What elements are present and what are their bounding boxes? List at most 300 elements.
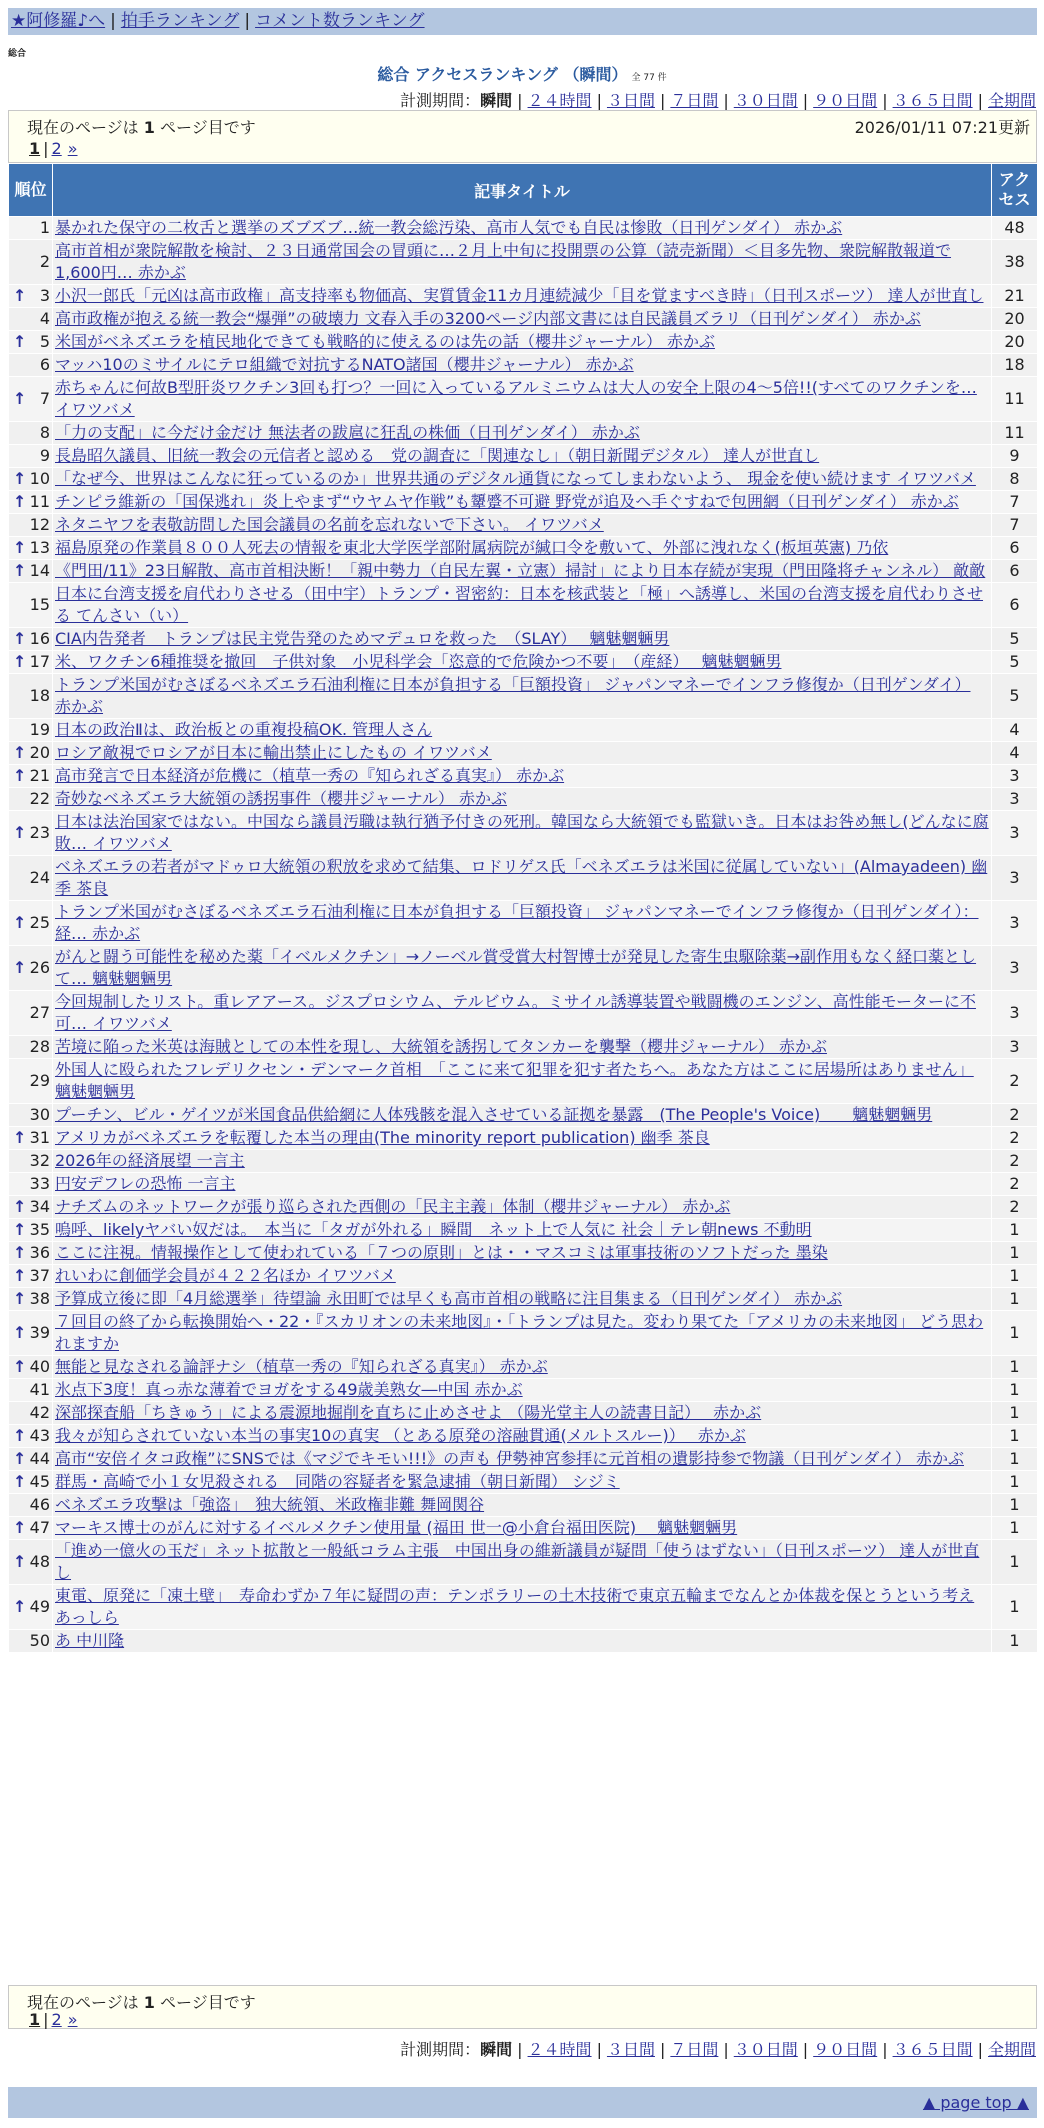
page-top-link[interactable]: ▲ page top ▲	[922, 2093, 1029, 2112]
rank-number: 11	[29, 492, 50, 511]
rank-number: 15	[29, 595, 50, 614]
rank-number: 1	[39, 218, 50, 237]
rank-number: 23	[29, 823, 50, 842]
period-label: 計測期間：	[400, 91, 481, 110]
table-row	[9, 1356, 1038, 1379]
table-row	[9, 240, 1038, 285]
table-row	[9, 1540, 1038, 1585]
table-row	[9, 674, 1038, 719]
table-row	[9, 719, 1038, 742]
article-title-link[interactable]: CIA内告発者 トランプは民主党告発のためマデュロを救った （SLAY） 魑魅魍魎男	[55, 629, 670, 648]
article-title-link[interactable]: トランプ米国がむさぼるベネズエラ石油利権に日本が負担する「巨額投資」 ジャパンマネーでインフラ修復か（日刊ゲンダイ）：経… 赤かぶ	[55, 902, 979, 943]
article-title-link[interactable]: 小沢一郎氏「元凶は高市政権」高支持率も物価高、実質賃金11カ月連続減少「目を覚ますべき時」（日刊スポーツ） 達人が世直し	[55, 286, 984, 305]
article-title-link[interactable]: あ 中川隆	[55, 1631, 125, 1650]
period-link-30d[interactable]: ３０日間	[733, 2040, 798, 2059]
page-info-text: 現在のページは 1 ページ目です	[27, 118, 256, 137]
title-cell	[53, 1150, 992, 1173]
period-link-365d[interactable]: ３６５日間	[892, 91, 973, 110]
rank-cell	[9, 1127, 53, 1150]
article-title-link[interactable]: ベネズエラの若者がマドゥロ大統領の釈放を求めて結集、ロドリゲス氏「ベネズエラは米国に従属していない」(Almayadeen) 幽季 茶良	[55, 857, 988, 898]
rank-number: 47	[29, 1518, 50, 1537]
title-cell	[53, 856, 992, 901]
access-count: 20	[992, 331, 1038, 354]
period-link-3d[interactable]: ３日間	[606, 91, 655, 110]
rank-number: 6	[39, 355, 50, 374]
up-arrow-icon: ↑	[13, 652, 27, 671]
up-arrow-icon: ↑	[13, 743, 27, 762]
table-row	[9, 811, 1038, 856]
table-row	[9, 991, 1038, 1036]
article-title-link[interactable]: 赤ちゃんに何故B型肝炎ワクチン3回も打つ？一回に入っているアルミニウムは大人の安全上限の4～5倍!!(すべてのワクチンを… イワツバメ	[55, 378, 977, 419]
title-cell	[53, 1173, 992, 1196]
rank-cell	[9, 1311, 53, 1356]
pagination-page-2[interactable]: 2	[51, 2010, 62, 2029]
title-cell	[53, 468, 992, 491]
table-row	[9, 583, 1038, 628]
rank-cell	[9, 491, 53, 514]
article-title-link[interactable]: マッハ10のミサイルにテロ組織で対抗するNATO諸国（櫻井ジャーナル） 赤かぶ	[55, 355, 634, 374]
rank-number: 38	[29, 1289, 50, 1308]
access-count: 4	[992, 742, 1038, 765]
title-cell	[53, 811, 992, 856]
table-row	[9, 422, 1038, 445]
title-cell	[53, 240, 992, 285]
access-count: 1	[992, 1265, 1038, 1288]
period-link-3d[interactable]: ３日間	[606, 2040, 655, 2059]
rank-number: 48	[29, 1552, 50, 1571]
title-cell	[53, 1219, 992, 1242]
pagination-current: 1	[29, 2010, 41, 2029]
rank-cell	[9, 651, 53, 674]
rank-number: 24	[29, 868, 50, 887]
rank-cell	[9, 628, 53, 651]
category-tag: 総合	[8, 49, 27, 59]
rank-number: 18	[29, 686, 50, 705]
title-cell	[53, 1471, 992, 1494]
access-count: 3	[992, 856, 1038, 901]
access-count: 1	[992, 1448, 1038, 1471]
access-count: 6	[992, 537, 1038, 560]
article-title-link[interactable]: 「力の支配」に今だけ金だけ 無法者の跋扈に狂乱の株価（日刊ゲンダイ） 赤かぶ	[55, 423, 640, 442]
title-cell	[53, 308, 992, 331]
title-cell	[53, 1402, 992, 1425]
rank-number: 7	[39, 389, 50, 408]
up-arrow-icon: ↑	[13, 492, 27, 511]
table-row	[9, 377, 1038, 422]
article-title-link[interactable]: マーキス博士のがんに対するイベルメクチン使用量 (福田 世一@小倉台福田医院) 魑魅魍魎男	[55, 1518, 738, 1537]
up-arrow-icon: ↑	[13, 1266, 27, 1285]
access-count: 1	[992, 1471, 1038, 1494]
pagination-top: 1 | 2 »	[29, 139, 78, 158]
rank-cell	[9, 1104, 53, 1127]
ranking-table	[8, 163, 1038, 1653]
article-title-link[interactable]: 無能と見なされる論評ナシ（植草一秀の『知られざる真実』） 赤かぶ	[55, 1357, 548, 1376]
table-row	[9, 1494, 1038, 1517]
rank-number: 29	[29, 1071, 50, 1090]
period-link-all[interactable]: 全期間	[987, 91, 1036, 110]
up-arrow-icon: ↑	[13, 561, 27, 580]
article-title-link[interactable]: 日本に台湾支援を肩代わりさせる（田中宇）トランプ・習密約：日本を核武装と「極」へ誘導し、米国の台湾支援を肩代わりさせる てんさい（い）	[55, 584, 984, 625]
access-count: 7	[992, 514, 1038, 537]
title-cell	[53, 1288, 992, 1311]
article-title-link[interactable]: 2026年の経済展望 一言主	[55, 1151, 245, 1170]
article-title-link[interactable]: 高市首相が衆院解散を検討、２３日通常国会の冒頭に…２月上中旬に投開票の公算（読売新聞）＜目多先物、衆院解散報道で1,600円… 赤かぶ	[55, 241, 952, 282]
title-cell	[53, 491, 992, 514]
table-row	[9, 217, 1038, 240]
rank-cell	[9, 811, 53, 856]
page-info-bottom	[8, 1985, 1037, 2029]
rank-cell	[9, 1425, 53, 1448]
access-count: 48	[992, 217, 1038, 240]
access-count: 2	[992, 1150, 1038, 1173]
table-row	[9, 1104, 1038, 1127]
access-count: 6	[992, 560, 1038, 583]
rank-number: 20	[29, 743, 50, 762]
period-link-90d[interactable]: ９０日間	[813, 91, 878, 110]
up-arrow-icon: ↑	[13, 1357, 27, 1376]
rank-cell	[9, 1540, 53, 1585]
up-arrow-icon: ↑	[13, 1518, 27, 1537]
rank-cell	[9, 991, 53, 1036]
access-count: 9	[992, 445, 1038, 468]
period-label: 計測期間：	[400, 2040, 481, 2059]
period-link-24h[interactable]: ２４時間	[527, 91, 592, 110]
up-arrow-icon: ↑	[13, 1128, 27, 1147]
up-arrow-icon: ↑	[13, 629, 27, 648]
pagination-next[interactable]: »	[67, 2010, 78, 2029]
article-title-link[interactable]: 米、ワクチン6種推奨を撤回 子供対象 小児科学会「恣意的で危険かつ不要」 （産経） 魑魅魍魎男	[55, 652, 782, 671]
table-row	[9, 628, 1038, 651]
title-cell	[53, 991, 992, 1036]
rank-cell	[9, 1242, 53, 1265]
table-row	[9, 285, 1038, 308]
article-title-link[interactable]: プーチン、ビル・ゲイツが米国食品供給網に人体残骸を混入させている証拠を暴露 (The People's Voice) 魑魅魍魎男	[55, 1105, 933, 1124]
period-current: 瞬間	[480, 91, 513, 110]
period-selector-top: 計測期間：瞬間 | ２４時間 | ３日間 | ７日間 | ３０日間 | ９０日間 | ３６５日間 | 全期間	[400, 91, 1036, 110]
table-row	[9, 1517, 1038, 1540]
table-row	[9, 1173, 1038, 1196]
up-arrow-icon: ↑	[13, 538, 27, 557]
article-title-link[interactable]: 苦境に陥った米英は海賊としての本性を現し、大統領を誘拐してタンカーを襲撃（櫻井ジャーナル） 赤かぶ	[55, 1037, 827, 1056]
rank-number: 50	[29, 1631, 50, 1650]
table-row	[9, 856, 1038, 901]
table-row	[9, 742, 1038, 765]
table-row	[9, 308, 1038, 331]
title-cell	[53, 1517, 992, 1540]
rank-number: 21	[29, 766, 50, 785]
title-cell	[53, 946, 992, 991]
rank-number: 31	[29, 1128, 50, 1147]
rank-cell	[9, 377, 53, 422]
rank-cell	[9, 1448, 53, 1471]
access-count: 1	[992, 1356, 1038, 1379]
rank-cell	[9, 240, 53, 285]
rank-cell	[9, 217, 53, 240]
up-arrow-icon: ↑	[13, 958, 27, 977]
access-count: 1	[992, 1379, 1038, 1402]
rank-number: 49	[29, 1597, 50, 1616]
access-count: 3	[992, 1036, 1038, 1059]
access-count: 11	[992, 377, 1038, 422]
access-count: 11	[992, 422, 1038, 445]
title-cell	[53, 1242, 992, 1265]
table-row	[9, 1219, 1038, 1242]
table-row	[9, 354, 1038, 377]
rank-cell	[9, 1219, 53, 1242]
comment-ranking-link[interactable]: コメント数ランキング	[255, 11, 425, 31]
article-title-link[interactable]: 日本の政治Ⅱは、政治板との重複投稿OK. 管理人さん	[55, 720, 433, 739]
title-cell	[53, 901, 992, 946]
rank-number: 3	[39, 286, 50, 305]
table-row	[9, 1150, 1038, 1173]
rank-cell	[9, 1630, 53, 1653]
up-arrow-icon: ↑	[13, 1289, 27, 1308]
table-row	[9, 1242, 1038, 1265]
article-title-link[interactable]: 高市発言で日本経済が危機に（植草一秀の『知られざる真実』） 赤かぶ	[55, 766, 565, 785]
article-title-link[interactable]: ここに注視。情報操作として使われている「７つの原則」とは・・マスコミは軍事技術のソフトだった 墨染	[55, 1243, 828, 1262]
article-title-link[interactable]: 奇妙なベネズエラ大統領の誘拐事件（櫻井ジャーナル） 赤かぶ	[55, 789, 507, 808]
table-row	[9, 901, 1038, 946]
rank-number: 8	[39, 423, 50, 442]
table-row	[9, 1402, 1038, 1425]
rank-number: 4	[39, 309, 50, 328]
article-title-link[interactable]: 深部探査船「ちきゅう」による震源地掘削を直ちに止めさせよ （陽光堂主人の読書日記） 赤かぶ	[55, 1403, 762, 1422]
title-cell	[53, 628, 992, 651]
access-count: 7	[992, 491, 1038, 514]
period-link-90d[interactable]: ９０日間	[813, 2040, 878, 2059]
article-title-link[interactable]: 長島昭久議員、旧統一教会の元信者と認める 党の調査に「関連なし」（朝日新聞デジタル） 達人が世直し	[55, 446, 820, 465]
article-title-link[interactable]: 今回規制したリスト。重レアアース。ジスプロシウム、テルビウム。ミサイル誘導装置や戦闘機のエンジン、高性能モーターに不可… イワツバメ	[55, 992, 976, 1033]
period-link-7d[interactable]: ７日間	[670, 2040, 719, 2059]
rank-number: 43	[29, 1426, 50, 1445]
rank-number: 45	[29, 1472, 50, 1491]
rank-cell	[9, 285, 53, 308]
table-row	[9, 946, 1038, 991]
table-row	[9, 331, 1038, 354]
up-arrow-icon: ↑	[13, 1552, 27, 1571]
table-row	[9, 1585, 1038, 1630]
access-count: 3	[992, 901, 1038, 946]
article-title-link[interactable]: 円安デフレの恐怖 一言主	[55, 1174, 236, 1193]
rank-number: 25	[29, 913, 50, 932]
rank-cell	[9, 719, 53, 742]
article-title-link[interactable]: 予算成立後に即「4月総選挙」待望論 永田町では早くも高市首相の戦略に注目集まる（日刊ゲンダイ） 赤かぶ	[55, 1289, 843, 1308]
rank-number: 28	[29, 1037, 50, 1056]
rank-number: 34	[29, 1197, 50, 1216]
title-cell	[53, 1311, 992, 1356]
up-arrow-icon: ↑	[13, 1323, 27, 1342]
rank-number: 42	[29, 1403, 50, 1422]
up-arrow-icon: ↑	[13, 1449, 27, 1468]
access-count: 20	[992, 308, 1038, 331]
rank-number: 12	[29, 515, 50, 534]
table-row	[9, 1036, 1038, 1059]
rank-number: 44	[29, 1449, 50, 1468]
period-link-30d[interactable]: ３０日間	[733, 91, 798, 110]
title-cell	[53, 651, 992, 674]
up-arrow-icon: ↑	[13, 1472, 27, 1491]
page-title	[0, 62, 1044, 85]
table-row	[9, 1059, 1038, 1104]
title-cell	[53, 285, 992, 308]
rank-cell	[9, 1288, 53, 1311]
article-title-link[interactable]: ７回目の終了から転換開始へ・22・『スカリオンの未来地図』・「トランプは見た。変わり果てた「アメリカの未来地図」 どう思われますか	[55, 1312, 984, 1353]
access-count: 21	[992, 285, 1038, 308]
col-header-rank: 順位	[9, 164, 53, 217]
rank-cell	[9, 354, 53, 377]
up-arrow-icon: ↑	[13, 1220, 27, 1239]
article-title-link[interactable]: ネタニヤフを表敬訪問した国会議員の名前を忘れないで下さい。 イワツバメ	[55, 515, 604, 534]
title-cell	[53, 1425, 992, 1448]
rank-cell	[9, 1356, 53, 1379]
access-count: 1	[992, 1540, 1038, 1585]
up-arrow-icon: ↑	[13, 913, 27, 932]
rank-number: 10	[29, 469, 50, 488]
access-count: 2	[992, 1104, 1038, 1127]
rank-cell	[9, 1150, 53, 1173]
article-title-link[interactable]: 日本は法治国家ではない。中国なら議員汚職は執行猶予付きの死刑。韓国なら大統領でも監獄いき。日本はお咎め無し(どんなに腐敗… イワツバメ	[55, 812, 989, 853]
article-title-link[interactable]: チンピラ維新の「国保逃れ」炎上やまず“ウヤムヤ作戦”も顰蹙不可避 野党が追及へ手ぐすねで包囲網（日刊ゲンダイ） 赤かぶ	[55, 492, 959, 511]
table-row	[9, 788, 1038, 811]
table-row	[9, 651, 1038, 674]
article-title-link[interactable]: 《門田/11》23日解散、高市首相決断！「親中勢力（自民左翼・立憲）掃討」により日本存続が実現（門田隆将チャンネル） 敵敵	[55, 561, 986, 580]
article-title-link[interactable]: 外国人に殴られたフレデリクセン・デンマーク首相 「ここに来て犯罪を犯す者たちへ。あなた方はここに居場所はありません」 魑魅魍魎男	[55, 1060, 974, 1101]
article-title-link[interactable]: がんと闘う可能性を秘めた薬「イベルメクチン」→ノーベル賞受賞大村智博士が発見した寄生虫駆除薬→副作用もなく経口薬として… 魑魅魍魎男	[55, 947, 977, 988]
pagination-page-2[interactable]: 2	[51, 139, 62, 158]
up-arrow-icon: ↑	[13, 469, 27, 488]
article-title-link[interactable]: アメリカがベネズエラを転覆した本当の理由(The minority report publication) 幽季 茶良	[55, 1128, 710, 1147]
rank-cell	[9, 308, 53, 331]
article-title-link[interactable]: 氷点下3度！真っ赤な薄着でヨガをする49歳美熟女―中国 赤かぶ	[55, 1380, 523, 1399]
nav-separator: |	[244, 11, 251, 31]
rank-number: 30	[29, 1105, 50, 1124]
rank-cell	[9, 583, 53, 628]
period-current: 瞬間	[480, 2040, 513, 2059]
pagination-bottom: 1 | 2 »	[29, 2010, 78, 2029]
article-title-link[interactable]: ナチズムのネットワークが張り巡らされた西側の「民主主義」体制（櫻井ジャーナル） 赤かぶ	[55, 1197, 731, 1216]
access-count: 1	[992, 1630, 1038, 1653]
article-title-link[interactable]: トランプ米国がむさぼるベネズエラ石油利権に日本が負担する「巨額投資」 ジャパンマネーでインフラ修復か（日刊ゲンダイ） 赤かぶ	[55, 675, 971, 716]
article-title-link[interactable]: 福島原発の作業員８００人死去の情報を東北大学医学部附属病院が緘口令を敷いて、外部に洩れなく(板垣英憲) 乃依	[55, 538, 889, 557]
rank-number: 46	[29, 1495, 50, 1514]
article-title-link[interactable]: 我々が知らされていない本当の事実10の真実 （とある原発の溶融貫通(メルトスルー)） 赤かぶ	[55, 1426, 746, 1445]
article-title-link[interactable]: 「なぜ今、世界はこんなに狂っているのか」世界共通のデジタル通貨になってしまわないよう、 現金を使い続けます イワツバメ	[55, 469, 976, 488]
article-title-link[interactable]: 米国がベネズエラを植民地化できても戦略的に使えるのは先の話（櫻井ジャーナル） 赤かぶ	[55, 332, 715, 351]
access-count: 2	[992, 1196, 1038, 1219]
col-header-title: 記事タイトル	[53, 164, 992, 217]
title-cell	[53, 1585, 992, 1630]
rank-cell	[9, 1494, 53, 1517]
access-count: 2	[992, 1173, 1038, 1196]
up-arrow-icon: ↑	[13, 389, 27, 408]
title-cell	[53, 719, 992, 742]
rank-number: 40	[29, 1357, 50, 1376]
col-header-access: アクセス	[992, 164, 1038, 217]
article-title-link[interactable]: 高市政権が抱える統一教会“爆弾”の破壊力 文春入手の3200ページ内部文書には自民議員ズラリ（日刊ゲンダイ） 赤かぶ	[55, 309, 921, 328]
article-title-link[interactable]: 嗚呼、likelyヤバい奴だは。 本当に「タガが外れる」瞬間 ネット上で人気に 社会｜テレ朝news 不動明	[55, 1220, 812, 1239]
up-arrow-icon: ↑	[13, 1243, 27, 1262]
period-link-365d[interactable]: ３６５日間	[892, 2040, 973, 2059]
up-arrow-icon: ↑	[13, 1597, 27, 1616]
article-title-link[interactable]: 「進め一億火の玉だ」ネット拡散と一般紙コラム主張 中国出身の維新議員が疑問「使うはずない」（日刊スポーツ） 達人が世直し	[55, 1541, 980, 1582]
home-link[interactable]: ★阿修羅♪へ	[11, 11, 106, 31]
article-title-link[interactable]: 東電、原発に「凍土壁」 寿命わずか７年に疑問の声：テンポラリーの土木技術で東京五輪までなんとか体裁を保とうという考えあっしら	[55, 1586, 975, 1627]
rank-cell	[9, 674, 53, 719]
up-arrow-icon: ↑	[13, 332, 27, 351]
article-title-link[interactable]: 高市“安倍イタコ政権”にSNSでは《マジでキモい!!!》の声も 伊勢神宮参拝に元首相の遺影持参で物議（日刊ゲンダイ） 赤かぶ	[55, 1449, 964, 1468]
table-row	[9, 445, 1038, 468]
title-cell	[53, 354, 992, 377]
footer-bar	[8, 2087, 1037, 2118]
rank-number: 17	[29, 652, 50, 671]
rank-cell	[9, 765, 53, 788]
rank-number: 16	[29, 629, 50, 648]
period-link-7d[interactable]: ７日間	[670, 91, 719, 110]
rank-cell	[9, 901, 53, 946]
access-count: 1	[992, 1585, 1038, 1630]
title-cell	[53, 514, 992, 537]
article-title-link[interactable]: れいわに創価学会員が４２２名ほか イワツバメ	[55, 1266, 396, 1285]
access-count: 4	[992, 719, 1038, 742]
rank-cell	[9, 560, 53, 583]
article-title-link[interactable]: 暴かれた保守の二枚舌と選挙のズブズブ…統一教会総汚染、高市人気でも自民は惨敗（日刊ゲンダイ） 赤かぶ	[55, 218, 843, 237]
access-count: 3	[992, 991, 1038, 1036]
rank-number: 9	[39, 446, 50, 465]
rank-number: 26	[29, 958, 50, 977]
title-cell	[53, 742, 992, 765]
pagination-current: 1	[29, 139, 41, 158]
title-cell	[53, 1104, 992, 1127]
rank-number: 27	[29, 1003, 50, 1022]
access-count: 5	[992, 651, 1038, 674]
title-cell	[53, 1448, 992, 1471]
access-count: 3	[992, 946, 1038, 991]
table-row	[9, 514, 1038, 537]
period-link-all[interactable]: 全期間	[987, 2040, 1036, 2059]
rank-cell	[9, 946, 53, 991]
title-cell	[53, 788, 992, 811]
table-row	[9, 1127, 1038, 1150]
access-count: 1	[992, 1425, 1038, 1448]
article-title-link[interactable]: ベネズエラ攻撃は「強盗」 独大統領、米政権非難 舞岡関谷	[55, 1495, 485, 1514]
rank-number: 22	[29, 789, 50, 808]
rank-cell	[9, 1036, 53, 1059]
title-cell	[53, 422, 992, 445]
title-cell	[53, 1265, 992, 1288]
article-title-link[interactable]: 群馬・高崎で小１女児殺される 同階の容疑者を緊急逮捕（朝日新聞） シジミ	[55, 1472, 620, 1491]
access-count: 1	[992, 1219, 1038, 1242]
title-cell	[53, 217, 992, 240]
period-link-24h[interactable]: ２４時間	[527, 2040, 592, 2059]
article-title-link[interactable]: ロシア敵視でロシアが日本に輸出禁止にしたもの イワツバメ	[55, 743, 492, 762]
page-info-top	[8, 110, 1037, 163]
table-row	[9, 1311, 1038, 1356]
table-row	[9, 468, 1038, 491]
access-count: 5	[992, 674, 1038, 719]
clap-ranking-link[interactable]: 拍手ランキング	[120, 11, 240, 31]
rank-number: 39	[29, 1323, 50, 1342]
pagination-next[interactable]: »	[67, 139, 78, 158]
access-count: 1	[992, 1402, 1038, 1425]
rank-number: 5	[39, 332, 50, 351]
title-cell	[53, 674, 992, 719]
table-row	[9, 1471, 1038, 1494]
title-cell	[53, 331, 992, 354]
rank-cell	[9, 1471, 53, 1494]
rank-cell	[9, 1265, 53, 1288]
top-nav-bar	[8, 8, 1037, 35]
table-row	[9, 1196, 1038, 1219]
